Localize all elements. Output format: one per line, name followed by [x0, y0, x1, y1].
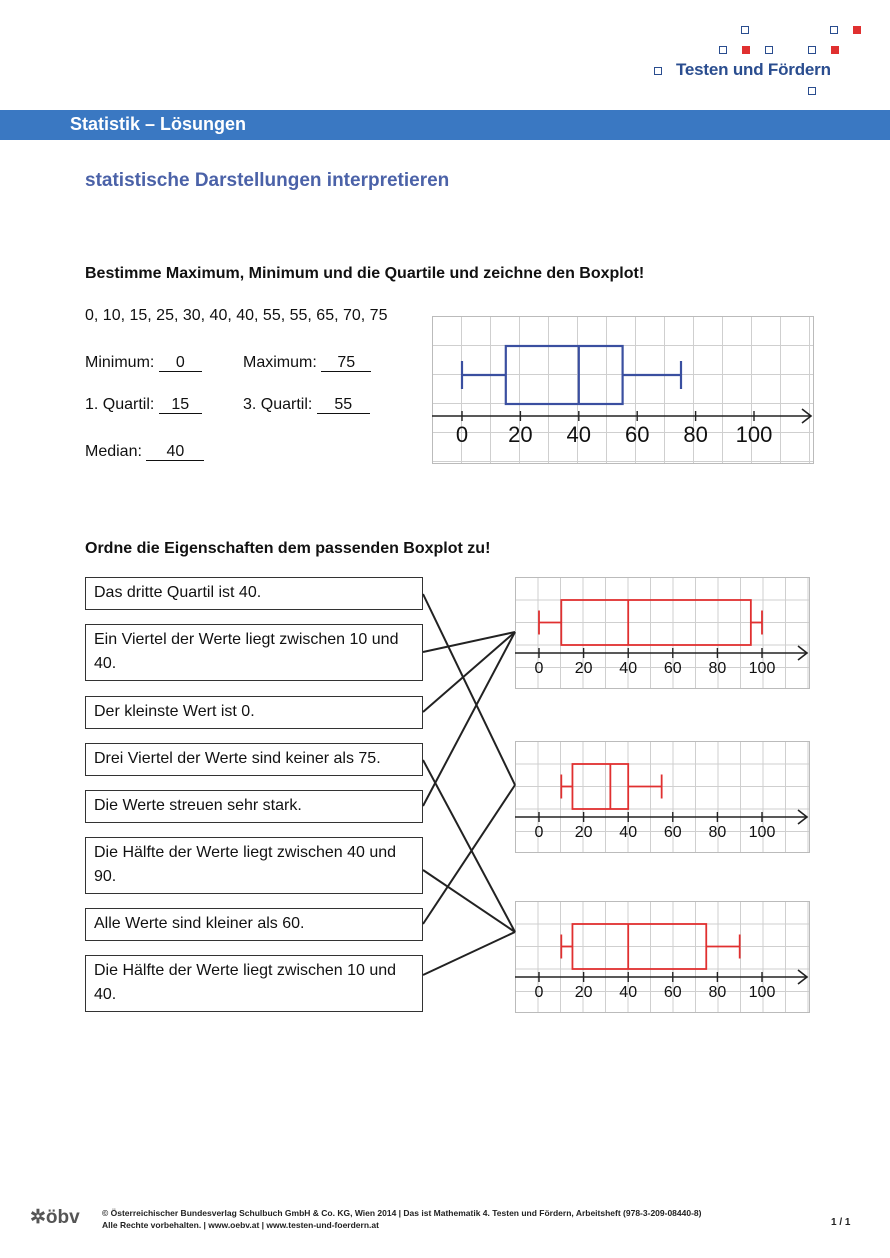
footer-line2: Alle Rechte vorbehalten. | www.oebv.at | www.testen-und-foerdern.at [102, 1220, 379, 1230]
statement-box: Drei Viertel der Werte sind keiner als 75. [85, 743, 423, 776]
tick-label: 0 [534, 660, 544, 677]
match-line [423, 932, 515, 975]
statement-box: Die Hälfte der Werte liegt zwischen 10 und 40. [85, 955, 423, 1012]
tick-label: 40 [619, 824, 638, 841]
obv-logo [30, 1206, 80, 1229]
tick-label: 60 [663, 984, 682, 1001]
boxplot-c [515, 901, 810, 1013]
match-line [423, 760, 515, 932]
tick-label: 60 [663, 824, 682, 841]
median-label: Median: [85, 443, 142, 460]
minimum-value: 0 [159, 354, 202, 372]
tick-label: 40 [619, 984, 638, 1001]
tick-label: 60 [624, 422, 650, 447]
boxplot-b [515, 741, 810, 853]
footer-line1: © Österreichischer Bundesverlag Schulbuch GmbH & Co. KG, Wien 2014 | Das ist Mathematik 4. Testen und Fördern, Arbeitsheft (978-3-209-08440-8) [102, 1208, 702, 1218]
match-line [423, 632, 515, 652]
page-title: Statistik – Lösungen [70, 114, 247, 134]
tick-label: 20 [574, 984, 593, 1001]
match-line [423, 632, 515, 712]
page-number: 1 / 1 [831, 1217, 851, 1228]
tick-label: 100 [748, 824, 776, 841]
tick-label: 0 [455, 422, 469, 447]
q1-row [85, 396, 202, 414]
tick-label: 80 [683, 422, 708, 447]
tick-label: 20 [574, 660, 593, 677]
statement-box: Alle Werte sind kleiner als 60. [85, 908, 423, 941]
minimum-row [85, 354, 202, 372]
match-line [423, 785, 515, 924]
match-line [423, 870, 515, 932]
maximum-row [243, 354, 371, 372]
maximum-label: Maximum: [243, 354, 317, 371]
page-subtitle: statistische Darstellungen interpretieren [85, 170, 450, 191]
logo-text: Testen und Fördern [676, 60, 831, 79]
tick-label: 60 [663, 660, 682, 677]
match-line [423, 632, 515, 806]
statement-box: Ein Viertel der Werte liegt zwischen 10 und 40. [85, 624, 423, 681]
tick-label: 0 [534, 824, 544, 841]
tick-label: 80 [708, 824, 727, 841]
q1-label: 1. Quartil: [85, 396, 155, 413]
statement-box: Die Hälfte der Werte liegt zwischen 40 und 90. [85, 837, 423, 894]
data-list: 0, 10, 15, 25, 30, 40, 40, 55, 55, 65, 70, 75 [85, 307, 388, 324]
obv-brand: öbv [45, 1207, 80, 1228]
q3-value: 55 [317, 396, 370, 414]
task1-instruction: Bestimme Maximum, Minimum und die Quartile und zeichne den Boxplot! [85, 265, 645, 282]
statement-box: Das dritte Quartil ist 40. [85, 577, 423, 610]
q3-label: 3. Quartil: [243, 396, 313, 413]
tick-label: 100 [735, 422, 773, 447]
tick-label: 100 [748, 984, 776, 1001]
boxplot-solution [432, 316, 814, 464]
tick-label: 0 [534, 984, 544, 1001]
obv-star-icon: ✲ [30, 1207, 46, 1228]
maximum-value: 75 [321, 354, 371, 372]
tick-label: 40 [619, 660, 638, 677]
minimum-label: Minimum: [85, 354, 155, 371]
statement-box: Die Werte streuen sehr stark. [85, 790, 423, 823]
tick-label: 20 [508, 422, 533, 447]
tick-label: 80 [708, 984, 727, 1001]
task2-instruction: Ordne die Eigenschaften dem passenden Boxplot zu! [85, 540, 491, 557]
median-value: 40 [146, 443, 204, 461]
tick-label: 20 [574, 824, 593, 841]
footer-copyright [102, 1207, 701, 1231]
q3-row [243, 396, 370, 414]
median-row [85, 443, 204, 461]
match-line [423, 594, 515, 785]
tick-label: 40 [566, 422, 592, 447]
statement-box: Der kleinste Wert ist 0. [85, 696, 423, 729]
tick-label: 80 [708, 660, 727, 677]
q1-value: 15 [159, 396, 202, 414]
tick-label: 100 [748, 660, 776, 677]
boxplot-a [515, 577, 810, 689]
